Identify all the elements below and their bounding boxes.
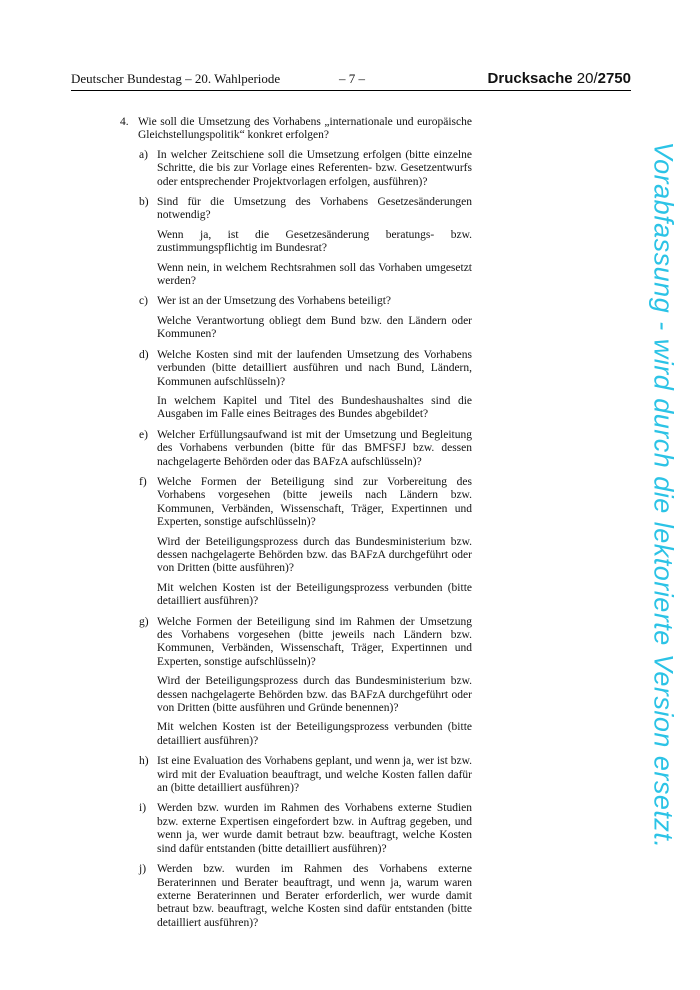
sub-question-paragraph: Welcher Erfüllungsaufwand ist mit der Umsetzung und Begleitung des Vorhabens verbunden (bitte für das BMFSFJ bzw. dessen nachgelagerte Behörden oder das BAFzA aufschlüsseln)? xyxy=(157,428,472,468)
sub-question-paragraph: In welchem Kapitel und Titel des Bundeshaushaltes sind die Ausgaben im Falle eines Beitrages des Bundes abgebildet? xyxy=(157,394,472,421)
header-rule xyxy=(71,90,631,91)
sub-question-label: a) xyxy=(139,148,148,161)
sub-question-label: j) xyxy=(139,863,147,876)
sub-question xyxy=(120,476,472,609)
sub-question-label: h) xyxy=(139,755,149,768)
question-4 xyxy=(120,116,472,143)
sub-question-label: f) xyxy=(139,475,147,488)
drucksache-label: Drucksache xyxy=(487,70,573,87)
sub-question xyxy=(120,616,472,749)
sub-question xyxy=(120,295,472,341)
document-body xyxy=(120,116,472,937)
sub-question xyxy=(120,149,472,189)
sub-question-paragraph: Wird der Beteiligungsprozess durch das Bundesministerium bzw. dessen nachgelagerte Behörden bzw. das BAFzA durchgeführt oder von Dritten (bitte ausführen)? xyxy=(157,535,472,575)
sub-question xyxy=(120,429,472,469)
sub-question-label: d) xyxy=(139,348,149,361)
sub-question xyxy=(120,863,472,930)
sub-question-paragraph: Werden bzw. wurden im Rahmen des Vorhabens externe Beraterinnen und Berater beauftragt, und wenn ja, warum waren externe Beraterinnen und Berater erforderlich, wer wurde damit betraut bzw. beauftragt, welche Kosten sind dafür entstanden (bitte detailliert ausführen)? xyxy=(157,863,472,929)
page-number: – 7 – xyxy=(339,71,365,86)
drucksache-suffix: 2750 xyxy=(597,70,631,87)
sub-question-paragraph: Welche Formen der Beteiligung sind zur Vorbereitung des Vorhabens vorgesehen (bitte jeweils nach Ländern bzw. Kommunen, Verbänden, Wissenschaft, Träger, Expertinnen und Experten, sonstige aufschlüsseln)? xyxy=(157,475,472,529)
sub-question-paragraph: Wenn ja, ist die Gesetzesänderung beratungs- bzw. zustimmungspflichtig im Bundesrat? xyxy=(157,228,472,255)
sub-question-paragraph: Wer ist an der Umsetzung des Vorhabens beteiligt? xyxy=(157,295,392,308)
sub-question-paragraph: Mit welchen Kosten ist der Beteiligungsprozess verbunden (bitte detailliert ausführen)? xyxy=(157,721,472,747)
sub-question-paragraph: Wird der Beteiligungsprozess durch das Bundesministerium bzw. dessen nachgelagerte Behörden bzw. das BAFzA durchgeführt oder von Dritten (bitte ausführen und Gründe benennen)? xyxy=(157,675,472,715)
question-text: Wie soll die Umsetzung des Vorhabens „internationale und europäische Gleichstellungspolitik“ konkret erfolgen? xyxy=(138,116,472,142)
sub-question-paragraph: Sind für die Umsetzung des Vorhabens Gesetzesänderungen notwendig? xyxy=(157,196,472,222)
sub-question-label: e) xyxy=(139,428,148,441)
sub-question-label: b) xyxy=(139,196,149,209)
sub-question-paragraph: Ist eine Evaluation des Vorhabens geplant, und wenn ja, wer ist bzw. wird mit der Evaluation beauftragt, und welche Kosten fallen dafür an (bitte detailliert ausführen)? xyxy=(157,755,473,795)
sub-question-list xyxy=(120,149,472,930)
sub-question-label: c) xyxy=(139,295,148,308)
sub-question-paragraph: Werden bzw. wurden im Rahmen des Vorhabens externe Studien bzw. externe Expertisen eingefordert bzw. in Auftrag gegeben, und wenn ja, wer wurde damit betraut bzw. beauftragt, welche Kosten sind dafür entstanden (bitte detailliert ausführen)? xyxy=(157,802,472,855)
sub-question-paragraph: Mit welchen Kosten ist der Beteiligungsprozess verbunden (bitte detailliert ausführen)? xyxy=(157,581,472,608)
sub-question-label: g) xyxy=(139,615,149,628)
sub-question-paragraph: In welcher Zeitschiene soll die Umsetzung erfolgen (bitte einzelne Schritte, die bis zur Vorlage eines Referenten- bzw. Gesetzentwurfs oder entsprechender Projektvorlagen erfolgen, ausführen)? xyxy=(157,148,472,188)
sub-question-label: i) xyxy=(139,802,147,815)
sub-question-paragraph: Welche Kosten sind mit der laufenden Umsetzung des Vorhabens verbunden (bitte detailliert ausführen und nach Bund, Ländern, Kommunen aufschlüsseln)? xyxy=(157,348,472,388)
sub-question-paragraph: Welche Verantwortung obliegt dem Bund bzw. den Ländern oder Kommunen? xyxy=(157,314,472,341)
sub-question-paragraph: Wenn nein, in welchem Rechtsrahmen soll das Vorhaben umgesetzt werden? xyxy=(157,261,472,288)
draft-watermark: Vorabfassung - wird durch die lektorierte Version ersetzt. xyxy=(648,141,679,849)
question-number: 4. xyxy=(120,116,129,128)
sub-question-paragraph: Welche Formen der Beteiligung sind im Rahmen der Umsetzung des Vorhabens vorgesehen (bitte jeweils nach Ländern bzw. Kommunen, Verbänden, Wissenschaft, Träger, Expertinnen und Experten, sonstige aufschlüsseln)? xyxy=(157,615,472,668)
header-periode: Deutscher Bundestag – 20. Wahlperiode xyxy=(71,71,281,86)
sub-question xyxy=(120,349,472,422)
page-header xyxy=(71,71,631,91)
drucksache-prefix: 20/ xyxy=(572,70,598,87)
drucksache-number xyxy=(488,70,631,87)
sub-question xyxy=(120,755,472,795)
sub-question xyxy=(120,196,472,288)
sub-question xyxy=(120,802,472,856)
